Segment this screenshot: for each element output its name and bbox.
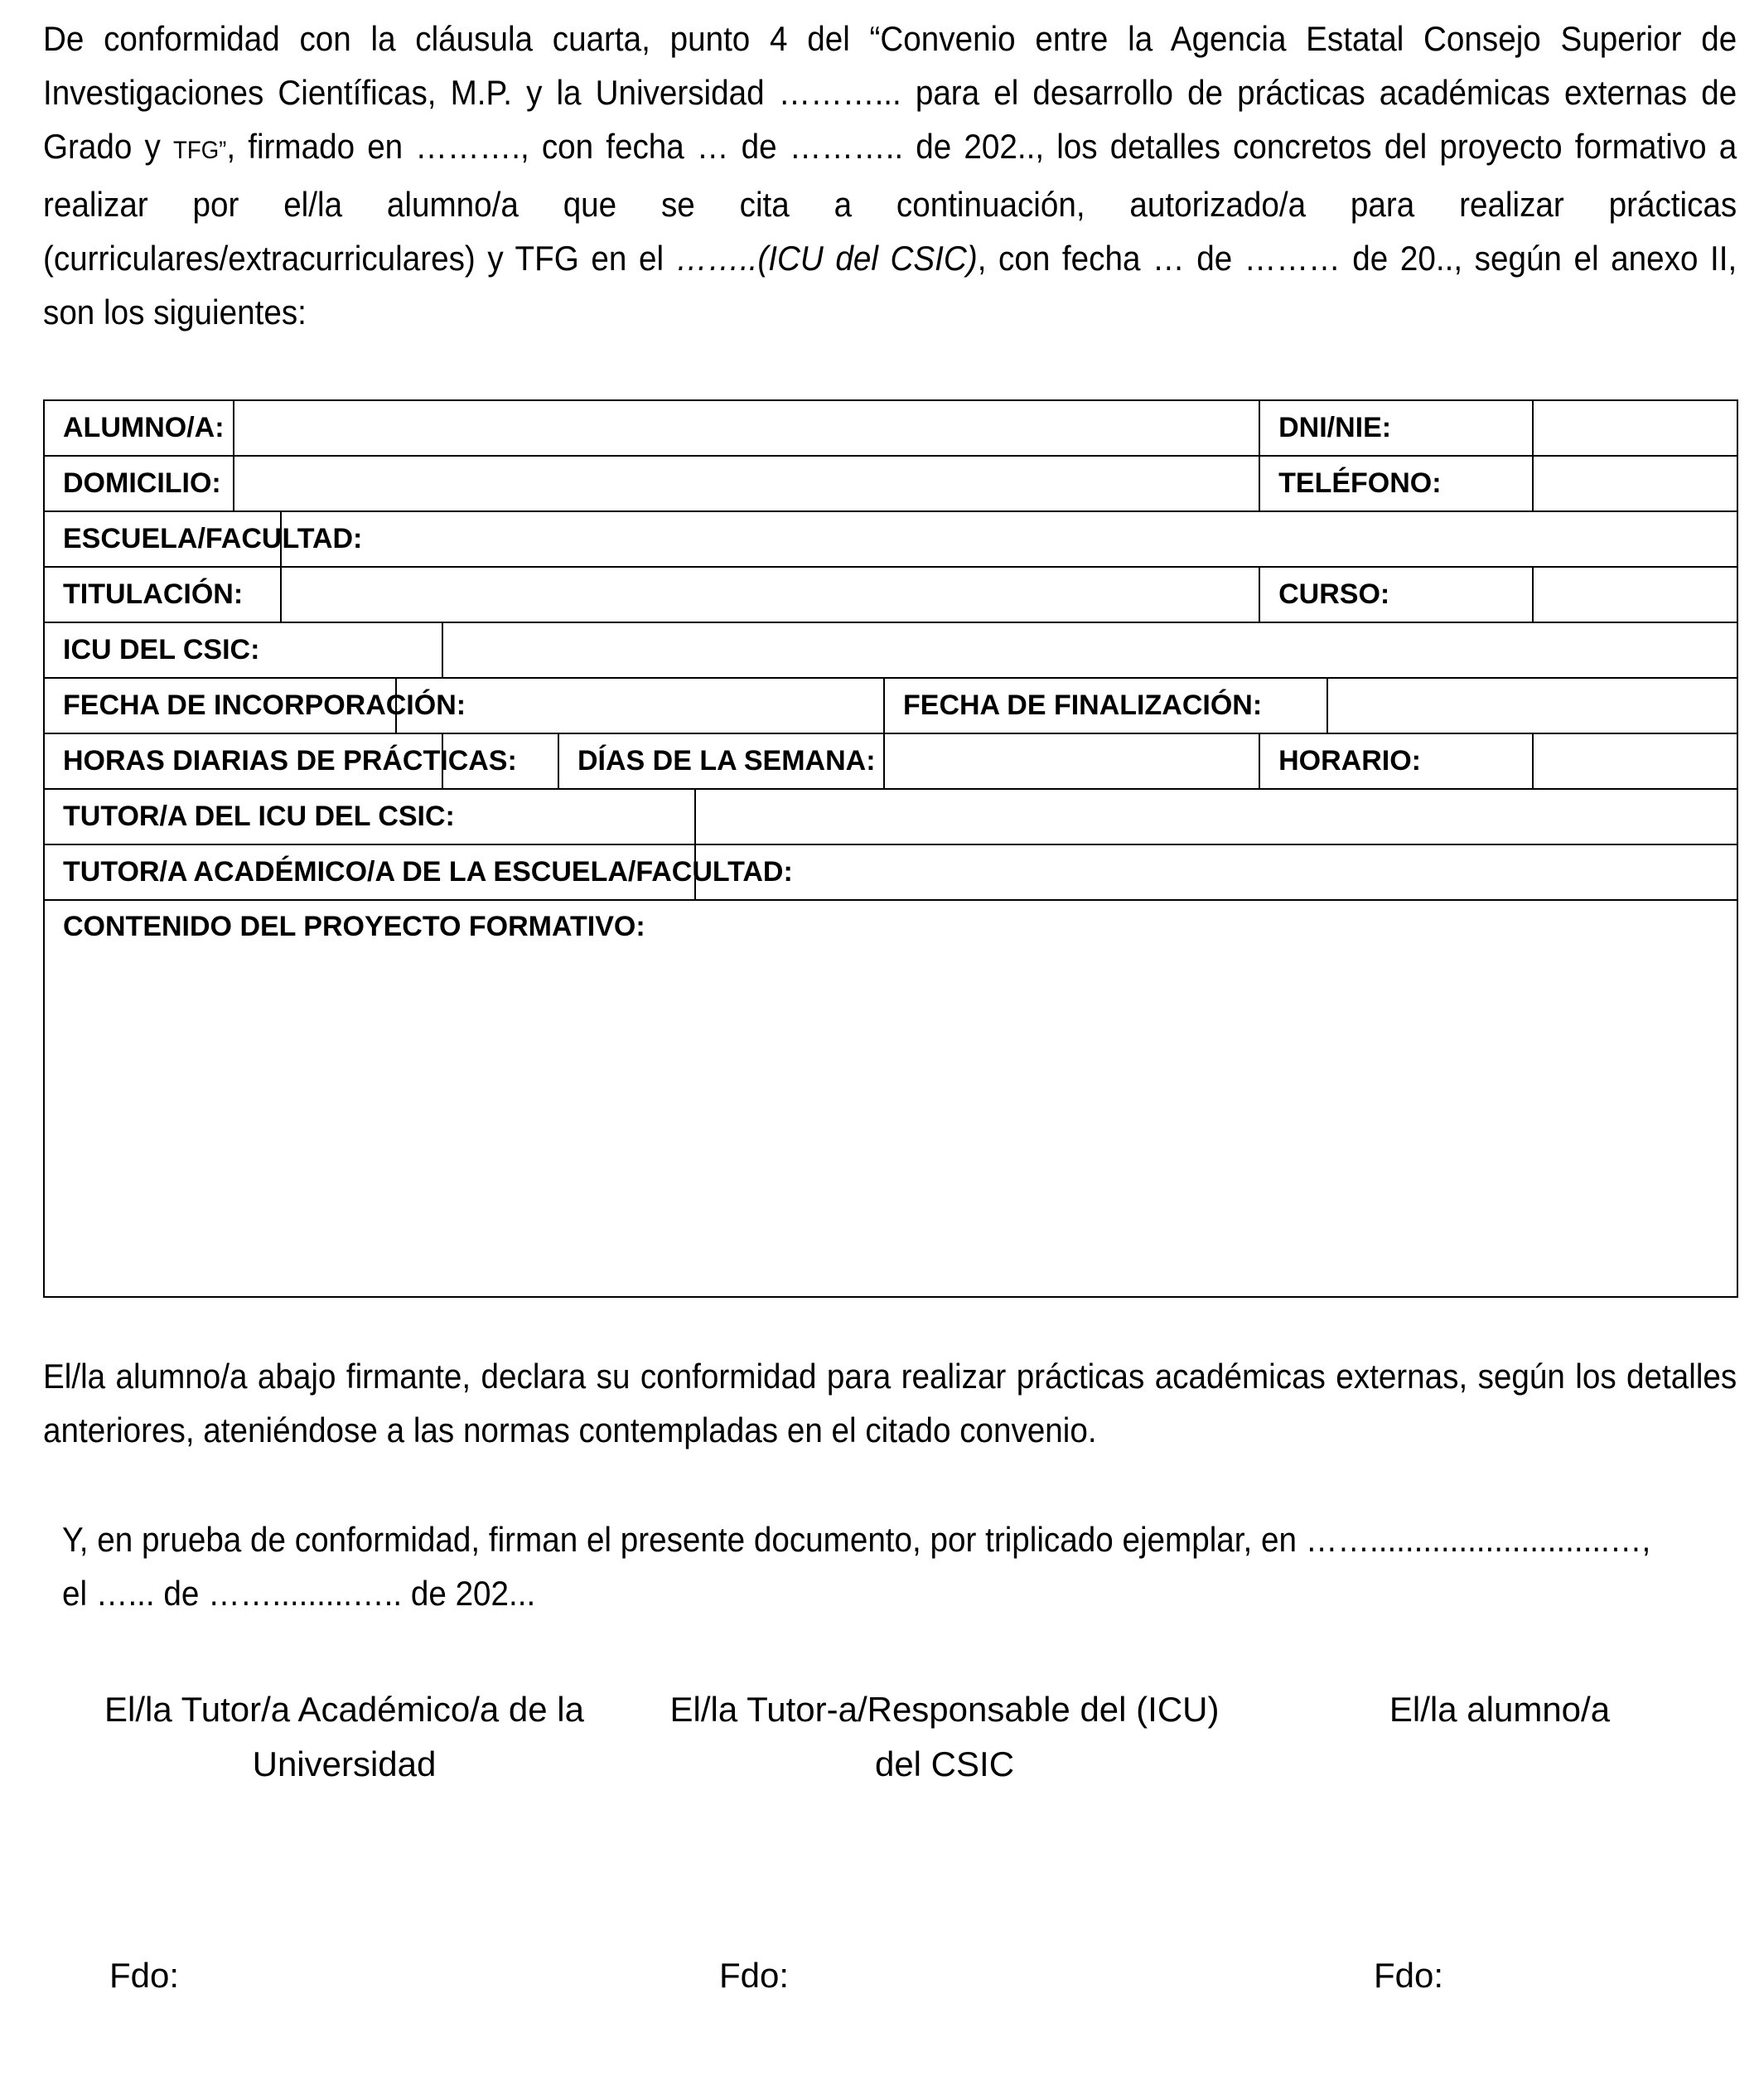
label-dias: DÍAS DE LA SEMANA: [558, 733, 884, 789]
signature-tutor-academico-line-2: Universidad [252, 1744, 437, 1783]
label-tutor-academico: TUTOR/A ACADÉMICO/A DE LA ESCUELA/FACULTAD: [44, 844, 695, 900]
form-row [44, 456, 1737, 511]
signoff-paragraph [62, 1512, 1739, 1620]
field-domicilio[interactable] [234, 456, 1259, 511]
field-escuela[interactable] [281, 511, 1737, 567]
declaration-paragraph: El/la alumno/a abajo firmante, declara su conformidad para realizar prácticas académicas externas, según los detalles anteriores, ateniéndose a las normas contempladas en el citado convenio. [43, 1357, 1737, 1449]
signoff-line-1: Y, en prueba de conformidad, firman el presente documento, por triplicado ejemplar, en ……...........................…, [62, 1520, 1651, 1559]
signature-alumno [1359, 1682, 1641, 1737]
field-curso[interactable] [1533, 567, 1737, 622]
training-project-form [43, 399, 1738, 1298]
label-horas: HORAS DIARIAS DE PRÁCTICAS: [44, 733, 442, 789]
label-alumno: ALUMNO/A: [44, 400, 234, 456]
form-row [44, 567, 1737, 622]
label-contenido: CONTENIDO DEL PROYECTO FORMATIVO: [63, 911, 645, 942]
field-dni[interactable] [1533, 400, 1737, 456]
signature-tutor-academico-line-1: El/la Tutor/a Académico/a de la [104, 1690, 584, 1729]
form-row [44, 511, 1737, 567]
signature-tutor-icu-line-2: del CSIC [874, 1744, 1015, 1783]
label-tutor-icu: TUTOR/A DEL ICU DEL CSIC: [44, 789, 695, 844]
field-fecha-incorporacion[interactable] [396, 678, 884, 733]
intro-paragraph [43, 12, 1737, 339]
label-dni: DNI/NIE: [1259, 400, 1533, 456]
signature-tutor-icu [663, 1682, 1226, 1792]
signoff-line-2: el …... de …….........….. de 202... [62, 1574, 536, 1613]
intro-text-1: De conformidad con la cláusula cuarta, punto 4 del “Convenio entre la Agencia Estatal Consejo Superior de Investigaciones Científicas, M.P. y la Universidad ………... para el desarrollo de prácticas académicas externas de Grado y [43, 19, 1737, 166]
form-row [44, 844, 1737, 900]
form-row [44, 900, 1737, 1297]
form-row [44, 789, 1737, 844]
field-alumno[interactable] [234, 400, 1259, 456]
field-tutor-icu[interactable] [695, 789, 1737, 844]
label-domicilio: DOMICILIO: [44, 456, 234, 511]
label-escuela: ESCUELA/FACULTAD: [44, 511, 281, 567]
signature-alumno-line-1: El/la alumno/a [1389, 1690, 1611, 1729]
fdo-alumno: Fdo: [1374, 1956, 1444, 1995]
field-telefono[interactable] [1533, 456, 1737, 511]
field-horario[interactable] [1533, 733, 1737, 789]
form-row [44, 400, 1737, 456]
form-row [44, 733, 1737, 789]
label-icu: ICU DEL CSIC: [44, 622, 442, 678]
intro-text-2: , firmado en ………., con fecha … de ……….. de 202.., los detalles concretos del proyecto formativo a realizar por el/la alumno/a que se cita a continuación, autorizado/a para realizar prácticas (curriculares/extracurriculares) y TFG en el [43, 127, 1737, 278]
fdo-tutor-academico: Fdo: [109, 1956, 180, 1995]
intro-text-3: , con fecha … de ……… de 20.., según el anexo II, son los siguientes: [43, 239, 1737, 331]
fdo-tutor-icu: Fdo: [719, 1956, 790, 1995]
label-titulacion: TITULACIÓN: [44, 567, 281, 622]
signature-tutor-academico [89, 1682, 599, 1792]
form-row [44, 622, 1737, 678]
form-row [44, 678, 1737, 733]
field-contenido[interactable] [44, 900, 1737, 1297]
signature-tutor-icu-line-1: El/la Tutor-a/Responsable del (ICU) [669, 1690, 1220, 1729]
field-tutor-academico[interactable] [695, 844, 1737, 900]
label-fecha-finalizacion: FECHA DE FINALIZACIÓN: [884, 678, 1327, 733]
label-horario: HORARIO: [1259, 733, 1533, 789]
field-titulacion[interactable] [281, 567, 1259, 622]
intro-icu-italic: ……..(ICU del CSIC) [675, 239, 978, 278]
field-icu[interactable] [442, 622, 1737, 678]
intro-tfg: TFG” [172, 137, 227, 164]
field-fecha-finalizacion[interactable] [1327, 678, 1737, 733]
label-curso: CURSO: [1259, 567, 1533, 622]
label-fecha-incorporacion: FECHA DE INCORPORACIÓN: [44, 678, 396, 733]
label-telefono: TELÉFONO: [1259, 456, 1533, 511]
field-dias[interactable] [884, 733, 1259, 789]
